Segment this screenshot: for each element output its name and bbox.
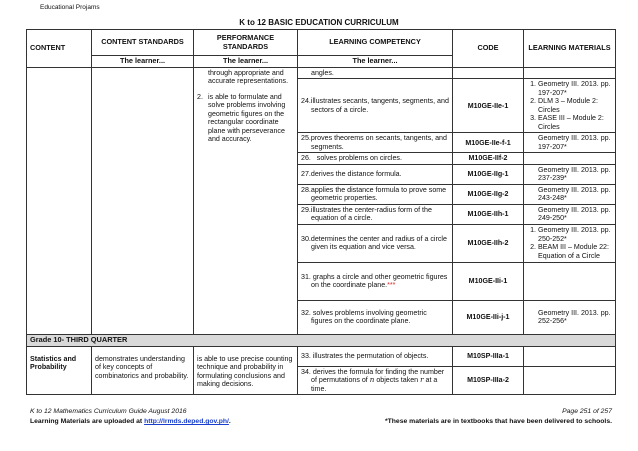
table-row [27, 67, 616, 79]
performance-item-2: 2. is able to formulate and solve problems involving geometric figures on the rectangular coordinate plane with perseverance and accuracy. [197, 92, 286, 144]
table-header-row [27, 30, 616, 56]
materials-cell [524, 79, 616, 133]
code-cell: M10GE-IIe-f-1 [453, 133, 524, 153]
competency-cell: 31. graphs a circle and other geometric figures on the coordinate plane.*** [298, 262, 453, 300]
materials-cell: Geometry III. 2013. pp. 252-256* [524, 300, 616, 334]
curriculum-table [26, 29, 616, 395]
code-cell: M10SP-IIIa-2 [453, 366, 524, 395]
org-name: Educational Projams [40, 4, 100, 11]
material-item: 2. DLM 3 – Module 2: Circles [538, 97, 612, 114]
competency-cell: 27.derives the distance formula. [298, 164, 453, 184]
competency-cell: 30.determines the center and radius of a circle given its equation and vice versa. [298, 224, 453, 262]
performance-item-tail: through appropriate and accurate representations. [208, 68, 289, 86]
materials-cell [524, 153, 616, 165]
footer-page: Page 251 of 257 [562, 408, 612, 415]
competency-cell: 28.applies the distance formula to prove some geometric properties. [298, 184, 453, 204]
col-content-standards: CONTENT STANDARDS [92, 30, 194, 56]
competency-cell: 25.proves theorems on secants, tangents, and segments. [298, 133, 453, 153]
col-performance-standards: PERFORMANCE STANDARDS [194, 30, 298, 56]
code-cell: M10GE-IIi-j-1 [453, 300, 524, 334]
var-n: n [369, 375, 375, 385]
content-cell [27, 67, 92, 334]
code-cell: M10GE-IIh-1 [453, 204, 524, 224]
competency-cell: 33. illustrates the permutation of objects. [298, 346, 453, 366]
materials-cell [524, 262, 616, 300]
code-cell: M10GE-IIg-1 [453, 164, 524, 184]
table-row [27, 346, 616, 366]
sub-competency: The learner... [298, 56, 453, 68]
code-cell: M10GE-IIf-2 [453, 153, 524, 165]
competency-cell: 29.illustrates the center-radius form of the equation of a circle. [298, 204, 453, 224]
competency-cell: angles. [298, 67, 453, 79]
quarter-label: Grade 10- THIRD QUARTER [27, 334, 616, 346]
material-item: 1. Geometry III. 2013. pp. 250-252* [538, 226, 612, 243]
materials-cell: Geometry III. 2013. pp. 197-207* [524, 133, 616, 153]
materials-cell: Geometry III. 2013. pp. 243-248* [524, 184, 616, 204]
quarter-row [27, 334, 616, 346]
code-cell: M10GE-IIg-2 [453, 184, 524, 204]
footer-guide: K to 12 Mathematics Curriculum Guide August 2016 [30, 408, 187, 415]
footer-note: *These materials are in textbooks that have been delivered to schools. [384, 418, 612, 425]
stars-note: *** [387, 281, 396, 290]
materials-cell [524, 346, 616, 366]
content-cell: Statistics and Probability [27, 346, 92, 395]
competency-cell: 26. solves problems on circles. [298, 153, 453, 165]
sub-performance: The learner... [194, 56, 298, 68]
competency-cell: 32. solves problems involving geometric figures on the coordinate plane. [298, 300, 453, 334]
code-cell: M10GE-IIe-1 [453, 79, 524, 133]
code-cell [453, 67, 524, 79]
material-item: 2. BEAM III – Module 22: Equation of a Circle [538, 243, 612, 260]
competency-cell: 34. derives the formula for finding the number of permutations of n objects taken r at a time. [298, 366, 453, 395]
standards-cell: demonstrates understanding of key concepts of combinatorics and probability. [92, 346, 194, 395]
col-code: CODE [453, 30, 524, 68]
material-item: 1. Geometry III. 2013. pp. 197-207* [538, 80, 612, 97]
competency-cell: 24.illustrates secants, tangents, segments, and sectors of a circle. [298, 79, 453, 133]
col-content: CONTENT [27, 30, 92, 68]
performance-cell: is able to use precise counting technique and probability in formulating conclusions and making decisions. [194, 346, 298, 395]
standards-cell [92, 67, 194, 334]
code-cell: M10GE-IIi-1 [453, 262, 524, 300]
var-r: r [420, 375, 424, 385]
sub-standards: The learner... [92, 56, 194, 68]
col-learning-competency: LEARNING COMPETENCY [298, 30, 453, 56]
code-cell: M10SP-IIIa-1 [453, 346, 524, 366]
code-cell: M10GE-IIh-2 [453, 224, 524, 262]
lrmds-link[interactable]: http://lrmds.deped.gov.ph/ [144, 418, 229, 425]
materials-cell [524, 67, 616, 79]
footer-uploaded: Learning Materials are uploaded at http://lrmds.deped.gov.ph/. [30, 418, 231, 425]
materials-cell [524, 224, 616, 262]
materials-cell: Geometry III. 2013. pp. 249-250* [524, 204, 616, 224]
material-item: 3. EASE III – Module 2: Circles [538, 114, 612, 131]
materials-cell: Geometry III. 2013. pp. 237-239* [524, 164, 616, 184]
materials-cell [524, 366, 616, 395]
document-title: K to 12 BASIC EDUCATION CURRICULUM [239, 18, 399, 27]
col-learning-materials: LEARNING MATERIALS [524, 30, 616, 68]
performance-cell [194, 67, 298, 334]
